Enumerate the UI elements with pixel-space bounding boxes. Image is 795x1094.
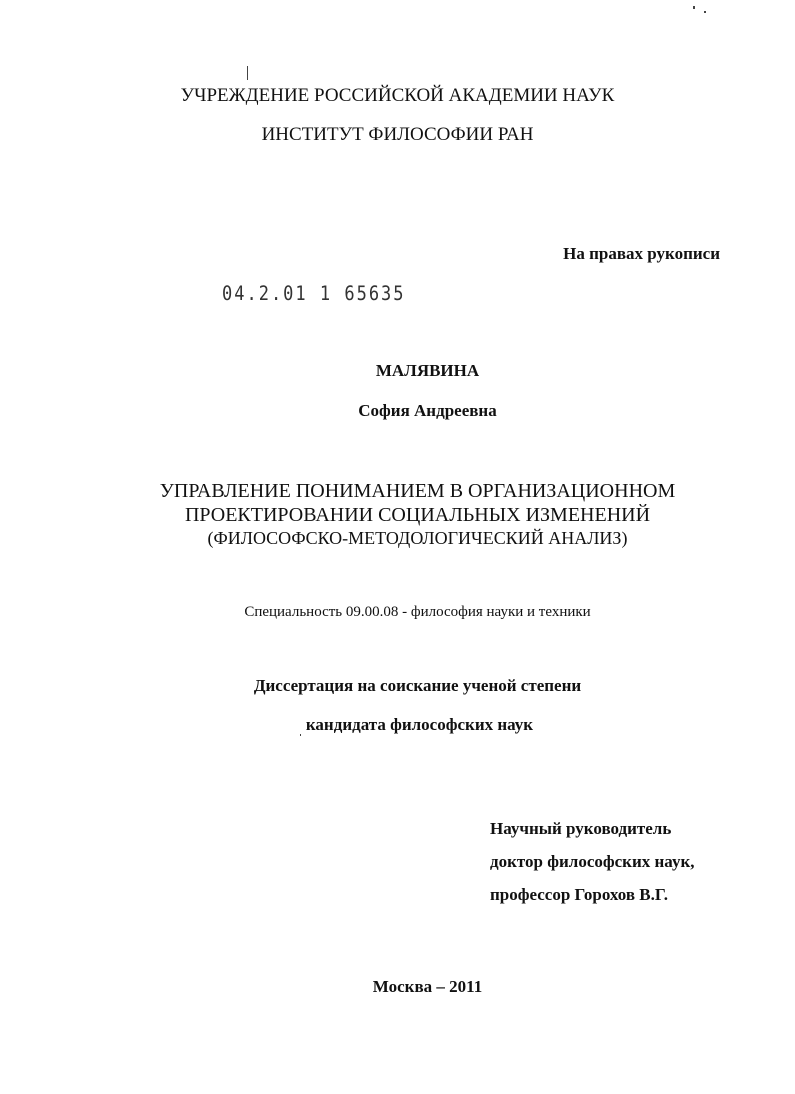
thesis-title-line-2: ПРОЕКТИРОВАНИИ СОЦИАЛЬНЫХ ИЗМЕНЕНИЙ bbox=[184, 504, 651, 526]
thesis-title-line-3: (ФИЛОСОФСКО-МЕТОДОЛОГИЧЕСКИЙ АНАЛИЗ) bbox=[207, 528, 628, 548]
supervisor-degree: доктор философских наук, bbox=[490, 852, 695, 871]
organization-name: УЧРЕЖДЕНИЕ РОССИЙСКОЙ АКАДЕМИИ НАУК bbox=[180, 85, 615, 106]
supervisor-name: профессор Горохов В.Г. bbox=[490, 885, 669, 904]
place-and-year: Москва – 2011 bbox=[372, 977, 483, 996]
scan-speck bbox=[704, 11, 706, 13]
scan-speck bbox=[247, 66, 248, 80]
author-given-names: София Андреевна bbox=[358, 401, 497, 420]
thesis-title-line-1: УПРАВЛЕНИЕ ПОНИМАНИЕМ В ОРГАНИЗАЦИОННОМ bbox=[159, 480, 676, 502]
specialty: Специальность 09.00.08 - философия науки и техники bbox=[244, 604, 591, 620]
author-surname: МАЛЯВИНА bbox=[375, 361, 480, 380]
dissertation-line-1: Диссертация на соискание ученой степени bbox=[253, 676, 582, 695]
rights-notice: На правах рукописи bbox=[563, 244, 720, 263]
scan-speck bbox=[300, 734, 301, 736]
institute-name: ИНСТИТУТ ФИЛОСОФИИ РАН bbox=[261, 124, 534, 145]
archive-number-stamp: 04.2.01 1 65635 bbox=[222, 282, 406, 306]
dissertation-line-2: кандидата философских наук bbox=[305, 715, 534, 734]
supervisor-role: Научный руководитель bbox=[490, 819, 672, 838]
scan-speck bbox=[693, 6, 695, 9]
